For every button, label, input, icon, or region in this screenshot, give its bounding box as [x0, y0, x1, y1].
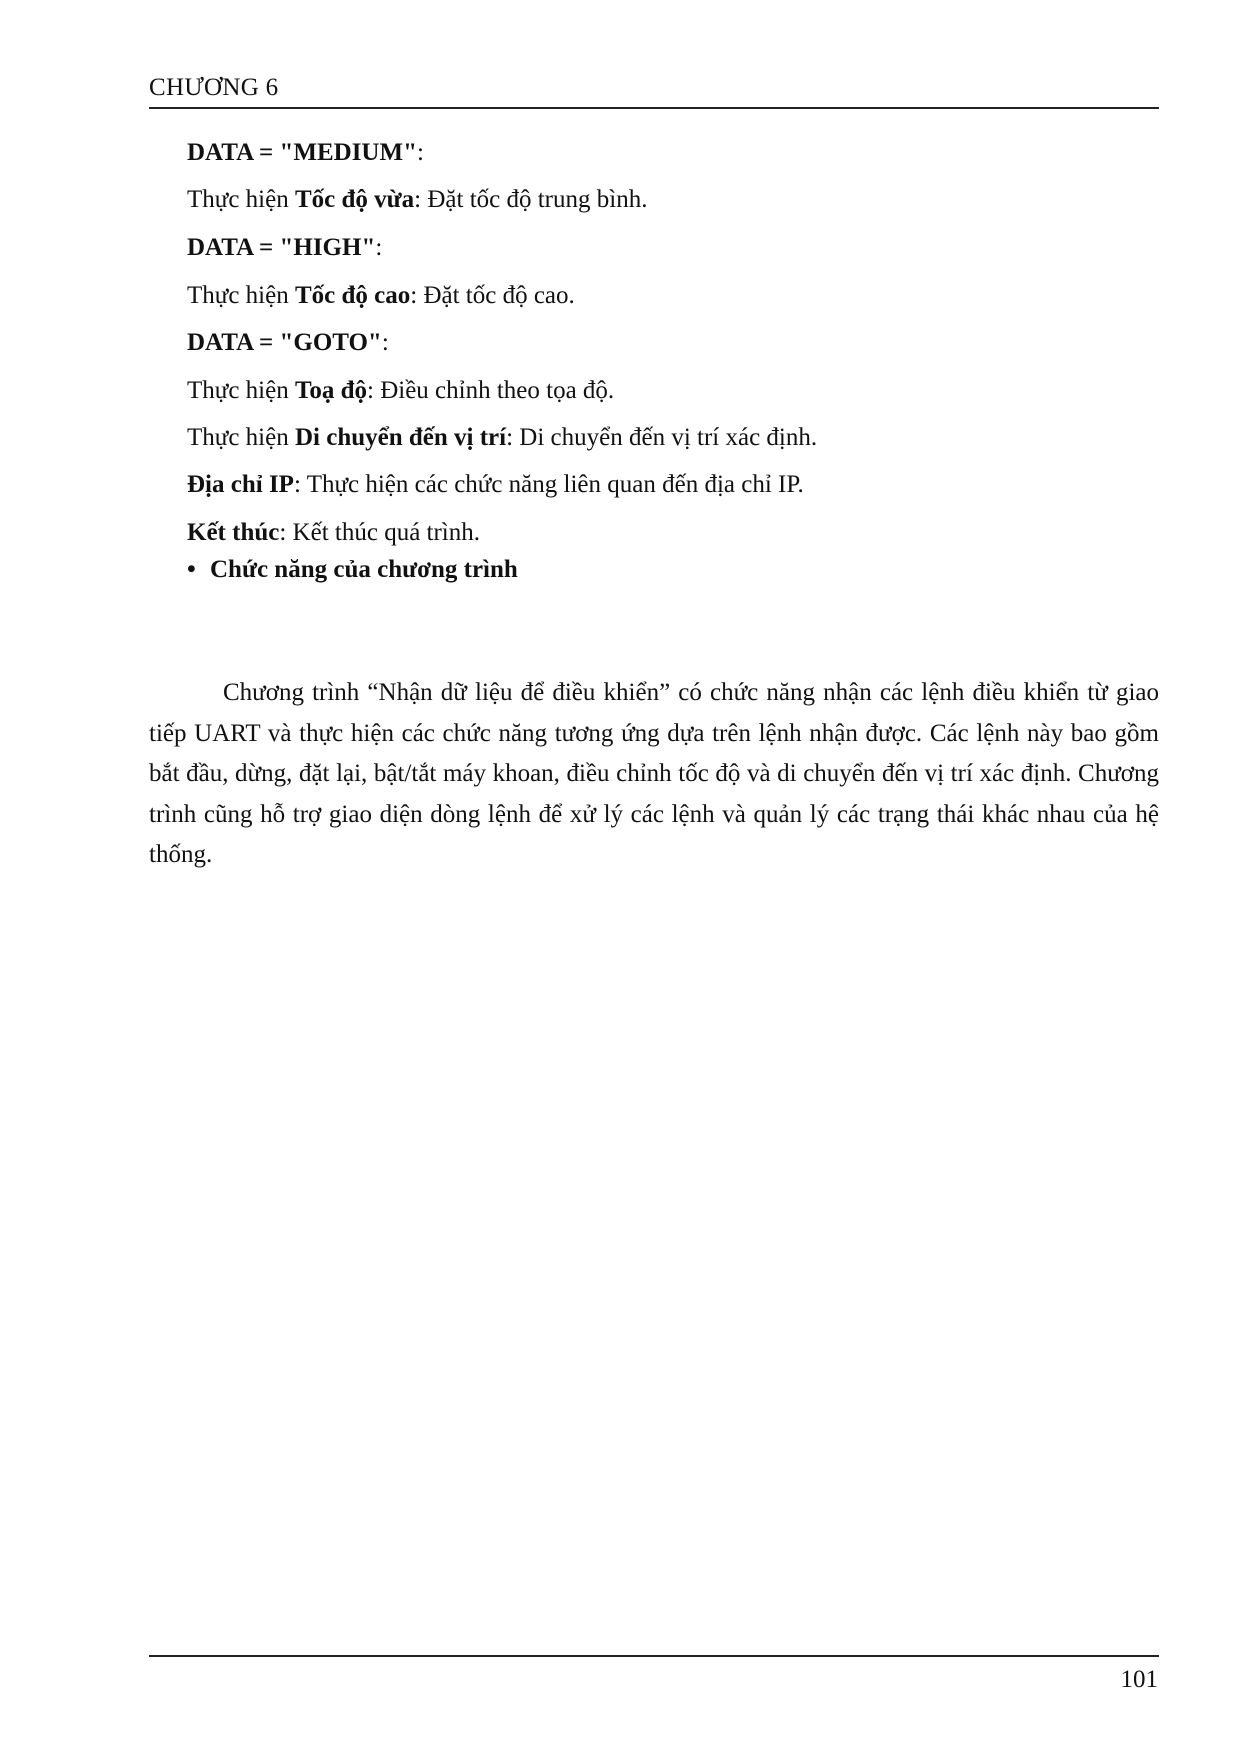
- bold-term: Di chuyển đến vị trí: [294, 424, 507, 451]
- paragraph-text: Chương trình “Nhận dữ liệu để điều khiển” có chức năng nhận các lệnh điều khiển từ giao tiếp UART và thực hiện các chức năng tương ứng dựa trên lệnh nhận được. Các lệnh này bao gồm bắt đầu, dừng, đặt lại, bật/tắt máy khoan, điều chỉnh tốc độ và di chuyển đến vị trí xác định. Chương trình cũng hỗ trợ giao diện dòng lệnh để xử lý các lệnh và quản lý các trạng thái khác nhau của hệ thống.: [149, 679, 1159, 868]
- line-text: : Di chuyển đến vị trí xác định.: [506, 424, 818, 451]
- line-text: : Điều chỉnh theo tọa độ.: [367, 377, 615, 404]
- section-heading-line: [187, 555, 518, 585]
- bold-term: DATA = "MEDIUM": [187, 139, 417, 166]
- section-heading: Chức năng của chương trình: [210, 556, 518, 583]
- body-line: [187, 376, 614, 406]
- bold-term: Tốc độ vừa: [294, 186, 415, 213]
- line-text: Thực hiện: [187, 377, 295, 404]
- bold-term: Kết thúc: [187, 519, 280, 546]
- body-line: [187, 138, 424, 168]
- body-paragraph: [149, 673, 1159, 876]
- footer-rule: [149, 1655, 1159, 1657]
- bold-term: Toạ độ: [294, 377, 368, 404]
- line-text: :: [375, 234, 383, 261]
- header-rule: [149, 107, 1159, 109]
- body-line: [187, 233, 382, 263]
- line-text: :: [381, 329, 389, 356]
- body-line: [187, 470, 804, 500]
- line-text: :: [416, 139, 424, 166]
- bold-term: Tốc độ cao: [294, 282, 411, 309]
- line-text: : Thực hiện các chức năng liên quan đến địa chỉ IP.: [293, 471, 804, 498]
- line-text: : Đặt tốc độ cao.: [410, 282, 575, 309]
- body-line: [187, 281, 575, 311]
- body-line: [187, 328, 389, 358]
- line-text: Thực hiện: [187, 186, 295, 213]
- page-number: 101: [1120, 1666, 1158, 1693]
- bold-term: DATA = "HIGH": [187, 234, 376, 261]
- body-line: [187, 518, 480, 548]
- line-text: : Kết thúc quá trình.: [279, 519, 481, 546]
- body-line: [187, 185, 647, 215]
- line-text: Thực hiện: [187, 424, 295, 451]
- line-text: : Đặt tốc độ trung bình.: [414, 186, 648, 213]
- body-line: [187, 423, 817, 453]
- bullet-icon: •: [187, 556, 196, 583]
- line-text: Thực hiện: [187, 282, 295, 309]
- chapter-header: CHƯƠNG 6: [149, 74, 279, 101]
- bold-term: Địa chỉ IP: [187, 471, 294, 498]
- bold-term: DATA = "GOTO": [187, 329, 382, 356]
